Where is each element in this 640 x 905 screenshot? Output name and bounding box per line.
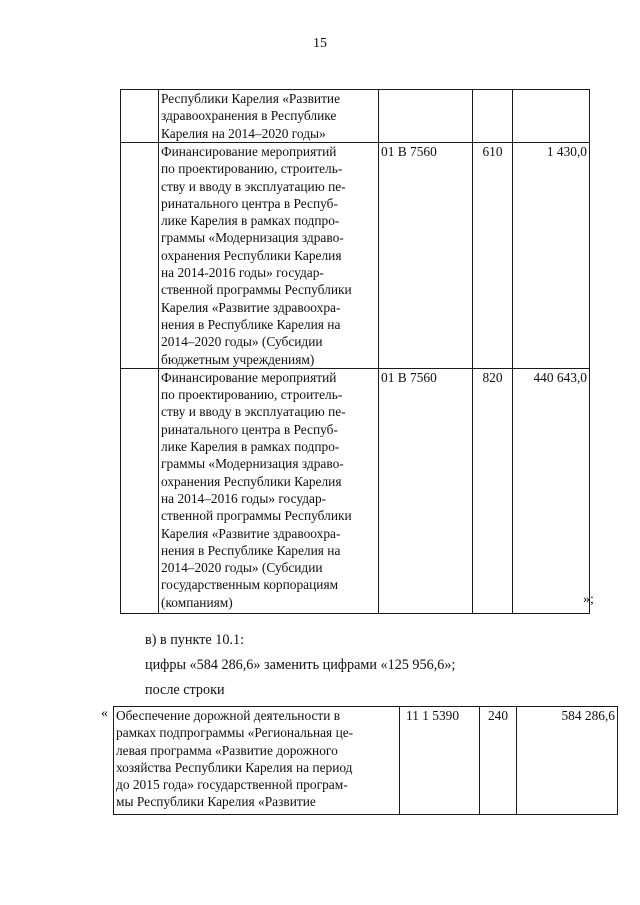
amendment-paragraph-figures: цифры «584 286,6» заменить цифрами «125 956,6»; (145, 657, 456, 673)
table-row (114, 707, 618, 815)
text-line: здравоохранения в Республике (161, 108, 337, 124)
text-line: Карелия «Развитие здравоохра- (161, 525, 341, 541)
text-line: ринатального центра в Респуб- (161, 195, 338, 211)
text-line: государственным корпорациям (161, 577, 339, 593)
text-line: ству и вводу в эксплуатацию пе- (161, 178, 346, 194)
text-line: левая программа «Развитие дорожного (116, 742, 338, 758)
amendment-paragraph-item: в) в пункте 10.1: (145, 632, 245, 648)
amount-cell: 440 643,0 (513, 368, 590, 613)
text-line: Карелия на 2014–2020 годы» (161, 125, 326, 141)
budget-table-quoted-row (113, 706, 618, 815)
expense-type-cell: 610 (473, 143, 513, 369)
text-line: Финансирование мероприятий (161, 369, 337, 385)
text-line: на 2014-2016 годы» государ- (161, 265, 324, 281)
text-line: по проектированию, строитель- (161, 387, 343, 403)
table-row (121, 143, 590, 369)
budget-table-continued (120, 89, 590, 614)
description-cell (114, 707, 400, 815)
table-row (121, 90, 590, 143)
page-number: 15 (313, 36, 327, 51)
description-cell (159, 90, 379, 143)
text-line: (компаниям) (161, 594, 233, 610)
description-cell (159, 143, 379, 369)
opening-quote-mark: « (101, 706, 108, 721)
text-line: по проектированию, строитель- (161, 161, 343, 177)
closing-quote-mark: »; (583, 592, 594, 607)
amendment-paragraph-after-row: после строки (145, 682, 225, 698)
text-line: Карелия «Развитие здравоохра- (161, 299, 341, 315)
expense-type-cell (473, 90, 513, 143)
text-line: хозяйства Республики Карелия на период (116, 759, 353, 775)
expense-type-cell: 240 (480, 707, 517, 815)
text-line: Обеспечение дорожной деятельности в (116, 708, 341, 723)
target-code-cell: 01 В 7560 (379, 368, 473, 613)
target-code-cell (379, 90, 473, 143)
table-row (121, 368, 590, 613)
row-number-cell (121, 143, 159, 369)
expense-type-cell: 820 (473, 368, 513, 613)
text-line: Республики Карелия «Развитие (161, 91, 341, 106)
text-line: охранения Республики Карелия (161, 473, 342, 489)
target-code-cell: 11 1 5390 (400, 707, 480, 815)
text-line: граммы «Модернизация здраво- (161, 230, 344, 246)
description-cell (159, 368, 379, 613)
amount-cell: 584 286,6 (517, 707, 618, 815)
text-line: охранения Республики Карелия (161, 247, 342, 263)
row-number-cell (121, 368, 159, 613)
amount-cell (513, 90, 590, 143)
text-line: рамках подпрограммы «Региональная це- (116, 725, 354, 741)
text-line: ринатального центра в Респуб- (161, 421, 338, 437)
text-line: ственной программы Республики (161, 282, 352, 298)
text-line: мы Республики Карелия «Развитие (116, 794, 316, 810)
text-line: до 2015 года» государственной програм- (116, 777, 348, 793)
text-line: на 2014–2016 годы» государ- (161, 490, 327, 506)
amount-cell: 1 430,0 (513, 143, 590, 369)
target-code-cell: 01 В 7560 (379, 143, 473, 369)
text-line: 2014–2020 годы» (Субсидии (161, 334, 323, 350)
text-line: бюджетным учреждениям) (161, 351, 315, 367)
text-line: 2014–2020 годы» (Субсидии (161, 560, 323, 576)
text-line: Финансирование мероприятий (161, 144, 337, 159)
text-line: граммы «Модернизация здраво- (161, 456, 344, 472)
text-line: нения в Республике Карелия на (161, 316, 341, 332)
text-line: нения в Республике Карелия на (161, 542, 341, 558)
text-line: ству и вводу в эксплуатацию пе- (161, 404, 346, 420)
text-line: лике Карелия в рамках подпро- (161, 439, 340, 455)
text-line: ственной программы Республики (161, 508, 352, 524)
row-number-cell (121, 90, 159, 143)
text-line: лике Карелия в рамках подпро- (161, 213, 340, 229)
